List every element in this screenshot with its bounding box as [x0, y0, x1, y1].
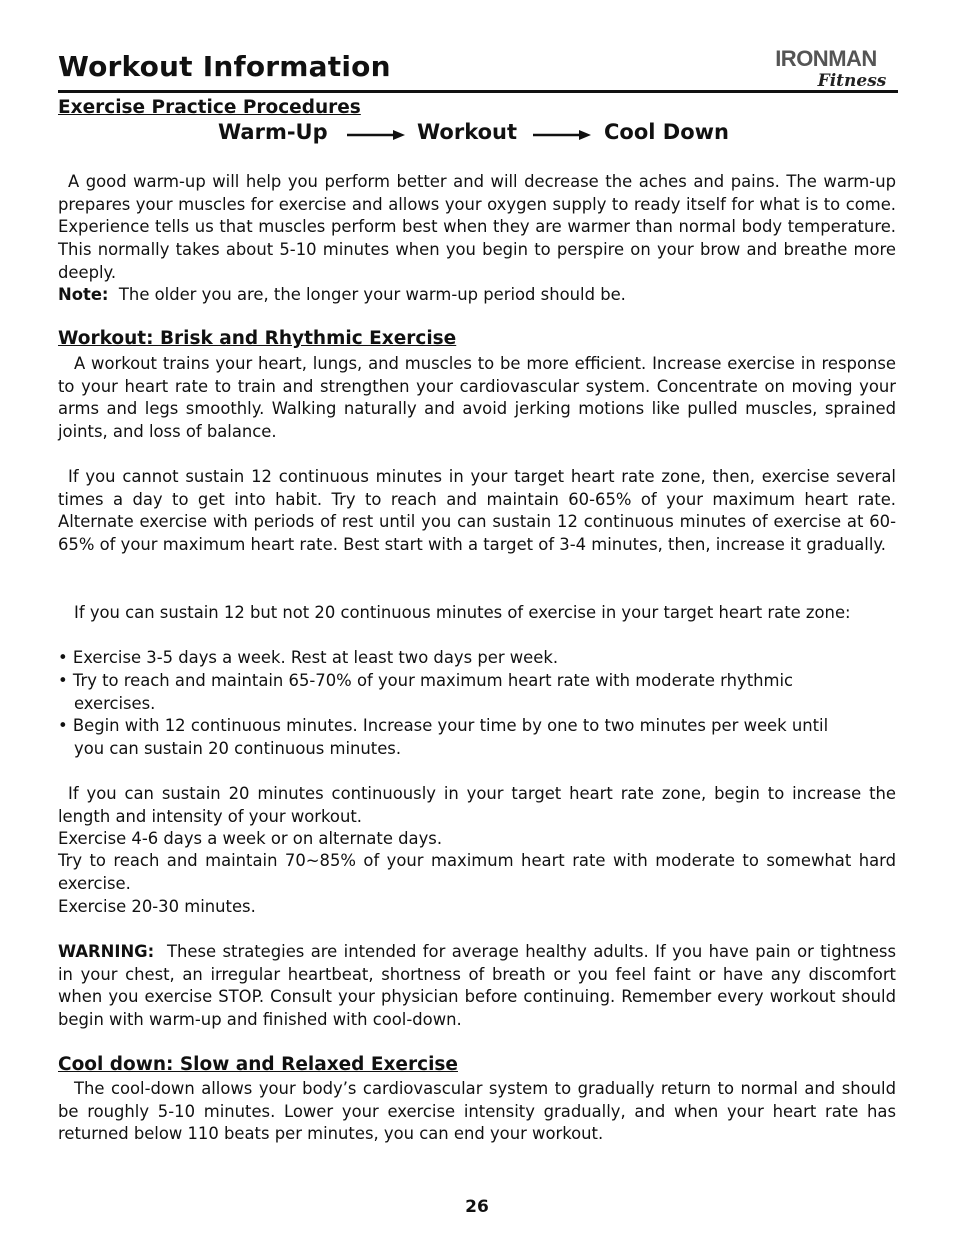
workout-line: Exercise 20-30 minutes.: [58, 897, 256, 916]
page-title: Workout Information: [58, 50, 391, 83]
workout-paragraph-3: If you can sustain 12 but not 20 continuous minutes of exercise in your target heart rate zone:: [74, 603, 851, 622]
flow-step-warmup: Warm-Up: [218, 120, 328, 144]
warning-label: WARNING:: [58, 942, 155, 961]
workout-paragraph-4: If you can sustain 20 minutes continuously in your target heart rate zone, begin to increase the length and intensity of your workout.: [58, 784, 896, 826]
workout-paragraph-1: A workout trains your heart, lungs, and muscles to be more efficient. Increase exercise in response to your heart rate to train and strengthen your cardiovascular system. Concentrate on moving your arms and legs smoothly. Walking naturally and avoid jerking motions like pulled muscles, sprained joints, and loss of balance.: [58, 354, 896, 442]
bullet-line: you can sustain 20 continuous minutes.: [74, 738, 402, 758]
workout-heading: Workout: Brisk and Rhythmic Exercise: [58, 328, 457, 349]
list-item: [58, 715, 896, 760]
warning-paragraph: [58, 941, 896, 1032]
bullet-line: • Begin with 12 continuous minutes. Increase your time by one to two minutes per week until: [58, 716, 829, 735]
list-item: [58, 647, 896, 670]
logo-sub-text: Fitness: [817, 71, 887, 91]
flow-step-workout: Workout: [417, 120, 518, 144]
procedures-heading: Exercise Practice Procedures: [58, 97, 361, 118]
exercise-flow: [0, 120, 954, 150]
workout-paragraph-2: If you cannot sustain 12 continuous minutes in your target heart rate zone, then, exercise several times a day to get into habit. Try to reach and maintain 60-65% of your maximum heart rate. Alternate exercise with periods of rest until you can sustain 12 continuous minutes of exercise at 60-65% of your maximum heart rate. Best start with a target of 3-4 minutes, then, increase it gradually.: [58, 467, 896, 555]
flow-step-cooldown: Cool Down: [604, 120, 729, 144]
note-label: Note:: [58, 285, 109, 304]
arrow-right-icon: [533, 128, 593, 142]
ironman-fitness-logo: [752, 36, 900, 92]
cooldown-paragraph: The cool-down allows your body’s cardiovascular system to gradually return to normal and should be roughly 5-10 minutes. Lower your exercise intensity gradually, and when your heart rate has returned below 110 beats per minutes, you can end your workout.: [58, 1079, 896, 1144]
bullet-line: • Try to reach and maintain 65-70% of your maximum heart rate with moderate rhythmic: [58, 671, 794, 690]
workout-line: Exercise 4-6 days a week or on alternate days.: [58, 829, 443, 848]
workout-line: Try to reach and maintain 70~85% of your maximum heart rate with moderate to somewhat hard exercise.: [58, 851, 896, 893]
warmup-paragraph: A good warm-up will help you perform better and will decrease the aches and pains. The warm-up prepares your muscles for exercise and allows your oxygen supply to ready itself for what is to come. Experience tells us that muscles perform best when they are warmer than normal body temperature. This normally takes about 5-10 minutes when you begin to perspire on your brow and breathe more deeply.: [58, 172, 896, 282]
cooldown-heading: Cool down: Slow and Relaxed Exercise: [58, 1054, 458, 1075]
logo-brand-text: IRONMAN: [775, 46, 877, 71]
bullet-line: exercises.: [74, 693, 156, 713]
bullet-line: • Exercise 3-5 days a week. Rest at least two days per week.: [58, 648, 559, 667]
page-number: 26: [465, 1197, 489, 1217]
title-divider: [58, 90, 898, 93]
note-text: The older you are, the longer your warm-up period should be.: [118, 285, 626, 304]
arrow-right-icon: [347, 128, 407, 142]
list-item: [58, 670, 896, 715]
warning-text: These strategies are intended for average healthy adults. If you have pain or tightness in your chest, an irregular heartbeat, shortness of breath or you feel faint or have any discomfort when you exercise STOP. Consult your physician before continuing. Remember every workout should begin with warm-up and finished with cool-down.: [58, 942, 896, 1030]
warmup-note: [58, 284, 896, 307]
